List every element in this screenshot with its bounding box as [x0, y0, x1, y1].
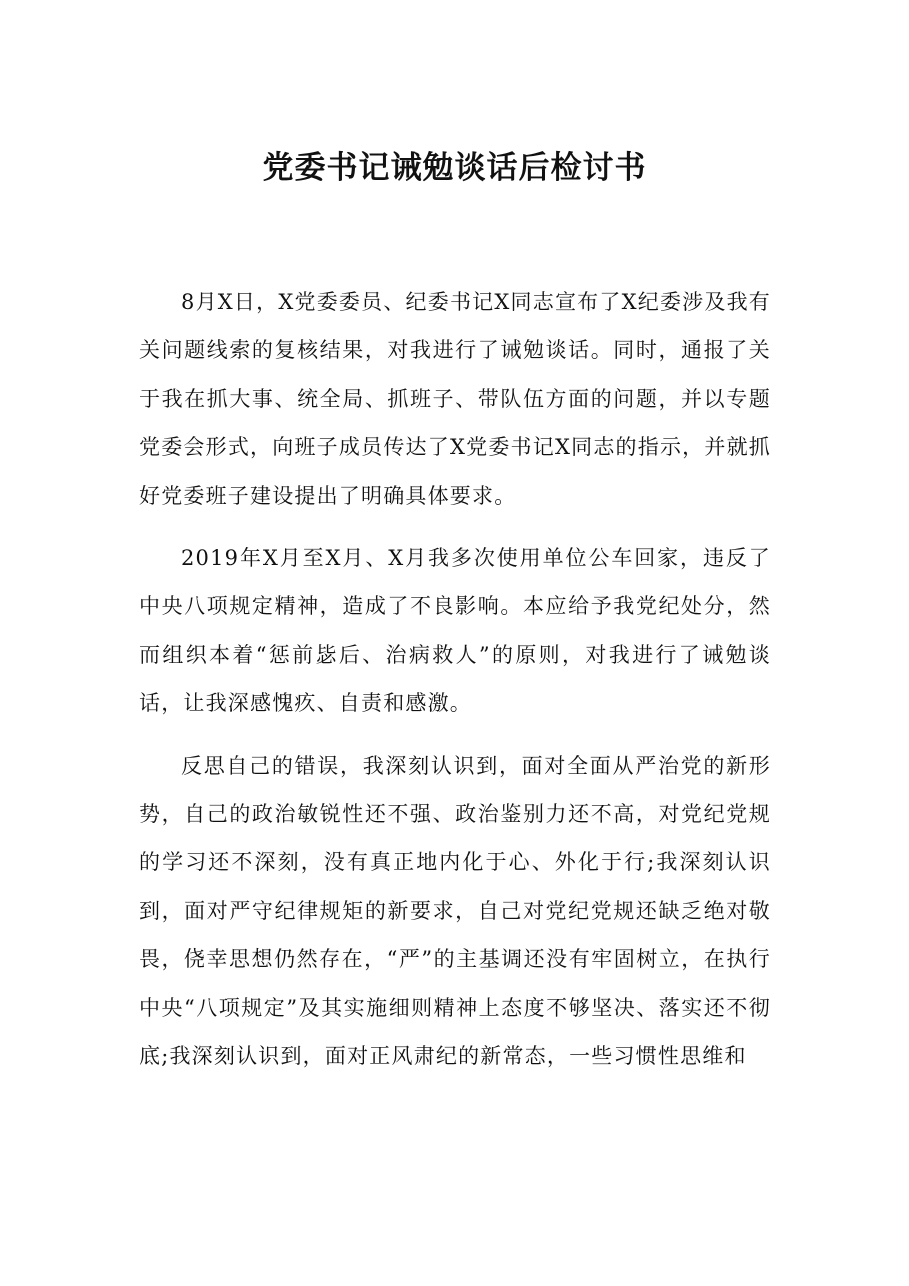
paragraph-3: 反思自己的错误，我深刻认识到，面对全面从严治党的新形势，自己的政治敏锐性还不强、政治鉴别力还不高，对党纪党规的学习还不深刻，没有真正地内化于心、外化于行;我深刻认识到，面对严守纪律规矩的新要求，自己对党纪党规还缺乏绝对敬畏，侥幸思想仍然存在，“严”的主基调还没有牢固树立，在执行中央“八项规定”及其实施细则精神上态度不够坚决、落实还不彻底;我深刻认识到，面对正风肃纪的新常态，一些习惯性思维和: [139, 753, 771, 1069]
document-title: 党委书记诫勉谈话后检讨书: [262, 150, 647, 186]
paragraph-2: 2019年X月至X月、X月我多次使用单位公车回家，违反了中央八项规定精神，造成了不良影响。本应给予我党纪处分，然而组织本着“惩前毖后、治病救人”的原则，对我进行了诫勉谈话，让我深感愧疚、自责和感激。: [139, 546, 771, 716]
document-body: [139, 278, 771, 1095]
paragraph-1: 8月X日，X党委委员、纪委书记X同志宣布了X纪委涉及我有关问题线索的复核结果，对我进行了诫勉谈话。同时，通报了关于我在抓大事、统全局、抓班子、带队伍方面的问题，并以专题党委会形式，向班子成员传达了X党委书记X同志的指示，并就抓好党委班子建设提出了明确具体要求。: [139, 290, 771, 508]
